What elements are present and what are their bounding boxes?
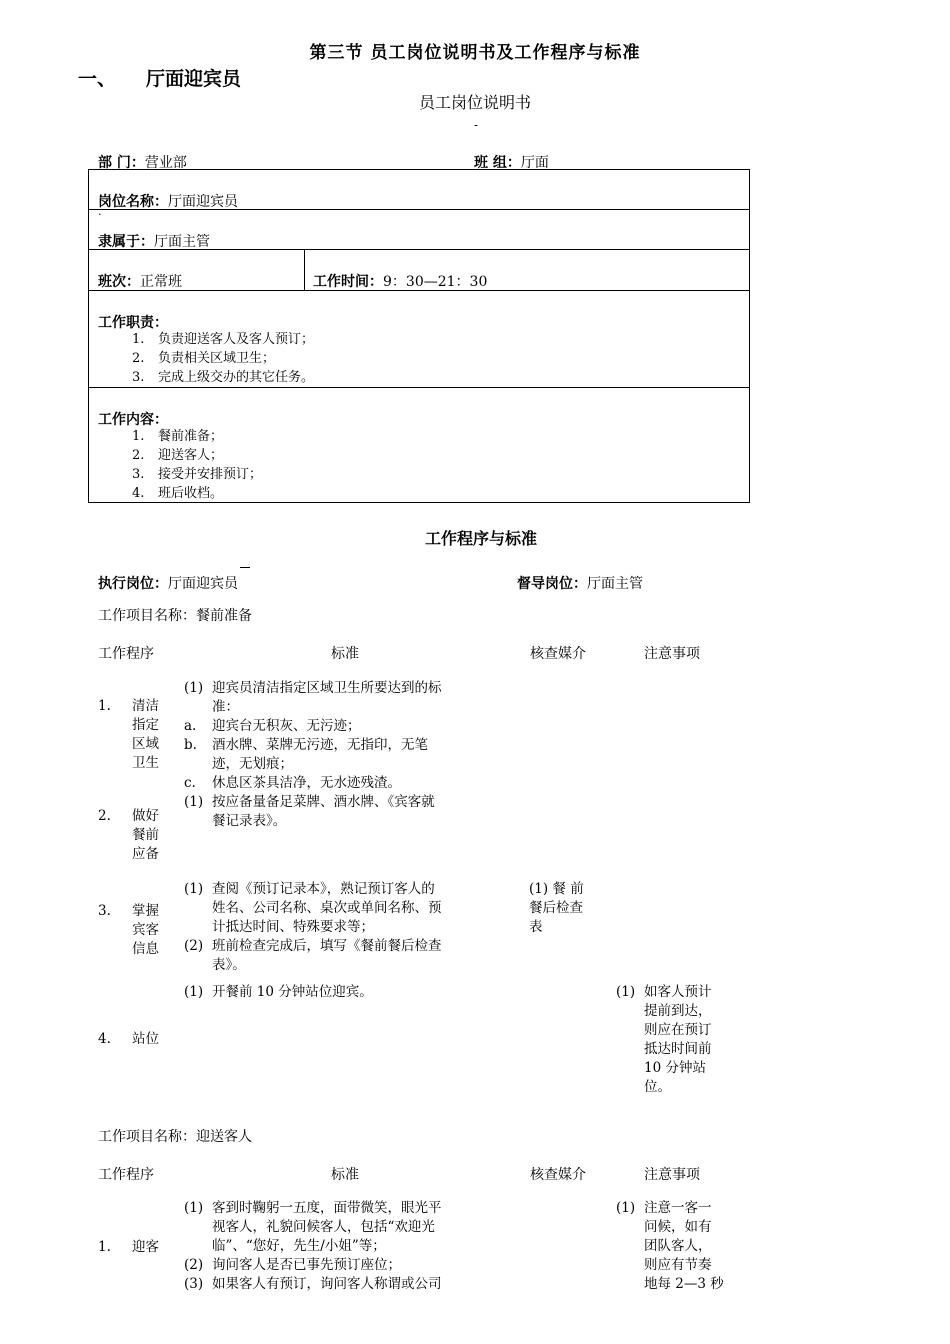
step-name: 掌握 宾客 信息 xyxy=(132,903,159,957)
dept-label: 部 门： xyxy=(98,155,145,171)
duties-label: 工作职责： xyxy=(98,315,168,331)
job-description-table xyxy=(88,169,750,503)
step-name: 清洁 指定 区域 卫生 xyxy=(132,698,159,771)
exec-post-field xyxy=(98,573,238,593)
list-item: 2. 负责相关区域卫生； xyxy=(132,351,276,366)
doc-title: 员工岗位说明书 xyxy=(418,93,531,112)
col-header-procedure: 工作程序 xyxy=(98,646,154,662)
step-number: 1. xyxy=(98,698,111,714)
step-number: 3. xyxy=(98,903,111,919)
list-item: 3. 接受并安排预订； xyxy=(132,467,263,482)
content-list xyxy=(132,427,262,503)
notes-block: (1) 如客人预计 提前到达， 则应在预订 抵达时间前 10 分钟站 位。 xyxy=(616,984,712,1095)
exec-post-label: 执行岗位： xyxy=(98,576,168,592)
supervise-post-label: 督导岗位： xyxy=(517,576,587,592)
procedures-title: 工作程序与标准 xyxy=(424,529,537,548)
exec-post-value: 厅面迎宾员 xyxy=(168,576,238,592)
step-name: 站位 xyxy=(132,1031,159,1047)
reports-to-label: 隶属于： xyxy=(98,234,154,250)
hours-field xyxy=(313,271,487,291)
project-2-name: 工作项目名称：迎送客人 xyxy=(98,1129,252,1145)
standard-block: (1) 迎宾员清洁指定区域卫生所要达到的标 准： a. 迎宾台无积灰、无污迹； b. 酒水牌、菜牌无污迹，无指印，无笔 迹，无划痕； c. 休息区茶具洁净，无水迹残渣。 (1) 按应备量备足菜牌、酒水牌、《宾客就 餐记录表》。 xyxy=(184,680,442,829)
duties-list xyxy=(132,330,314,387)
dash-mark: - xyxy=(474,118,479,132)
content-label: 工作内容： xyxy=(98,412,168,428)
step-name: 迎客 xyxy=(132,1239,159,1255)
list-item: 2. 迎送客人； xyxy=(132,448,224,463)
position-label: 岗位名称： xyxy=(98,194,168,210)
check-media: (1) 餐 前 餐后检查 表 xyxy=(529,881,584,935)
list-item: 4. 班后收档。 xyxy=(132,486,224,501)
bullet-dot: · xyxy=(98,208,102,221)
dept-value: 营业部 xyxy=(144,155,187,171)
heading-1-number: 一、 xyxy=(78,68,117,90)
notes-block: (1) 注意一客一 问候，如有 团队客人， 则应有节奏 地每 2—3 秒 xyxy=(616,1200,724,1292)
team-label: 班 组： xyxy=(474,155,521,171)
col-header-notes: 注意事项 xyxy=(644,646,700,662)
col-header-procedure: 工作程序 xyxy=(98,1167,154,1183)
position-value: 厅面迎宾员 xyxy=(168,194,238,210)
list-item: 1. 负责迎送客人及客人预订； xyxy=(132,332,315,347)
step-number: 4. xyxy=(98,1031,111,1047)
position-field xyxy=(98,191,238,211)
project-1-name: 工作项目名称：餐前准备 xyxy=(98,608,252,624)
step-number: 2. xyxy=(98,808,111,824)
list-item: 3. 完成上级交办的其它任务。 xyxy=(132,370,315,385)
col-header-standard: 标准 xyxy=(331,1167,359,1183)
reports-to-value: 厅面主管 xyxy=(154,234,210,250)
supervise-post-value: 厅面主管 xyxy=(587,576,643,592)
supervise-post-field xyxy=(517,573,643,593)
reports-to-field xyxy=(98,231,210,251)
heading-1 xyxy=(78,64,241,91)
hours-label: 工作时间： xyxy=(313,274,383,290)
standard-block: (1) 查阅《预订记录本》，熟记预订客人的 姓名、公司名称、桌次或单间名称、预 计抵达时间、特殊要求等； (2) 班前检查完成后，填写《餐前餐后检查 表》。 xyxy=(184,881,442,973)
shift-field xyxy=(98,271,182,291)
col-header-media: 核查媒介 xyxy=(530,646,586,662)
team-value: 厅面 xyxy=(520,155,549,171)
underline-mark xyxy=(240,567,250,568)
heading-1-text: 厅面迎宾员 xyxy=(146,68,242,90)
hours-value: 9：30—21：30 xyxy=(383,274,488,290)
col-header-standard: 标准 xyxy=(331,646,359,662)
col-header-media: 核查媒介 xyxy=(530,1167,586,1183)
col-header-notes: 注意事项 xyxy=(644,1167,700,1183)
step-number: 1. xyxy=(98,1239,111,1255)
standard-block: (1) 开餐前 10 分钟站位迎宾。 xyxy=(184,984,373,1000)
standard-block: (1) 客到时鞠躬一五度，面带微笑，眼光平 视客人，礼貌问候客人，包括“欢迎光 临”、“您好，先生/小姐”等； (2) 询问客人是否已事先预订座位； (3) 如果客人有预订，询问客人称谓或公司 xyxy=(184,1200,442,1292)
shift-label: 班次： xyxy=(98,274,140,290)
step-name: 做好 餐前 应备 xyxy=(132,808,159,862)
section-title: 第三节 员工岗位说明书及工作程序与标准 xyxy=(309,43,641,63)
shift-value: 正常班 xyxy=(140,274,182,290)
list-item: 1. 餐前准备； xyxy=(132,429,224,444)
